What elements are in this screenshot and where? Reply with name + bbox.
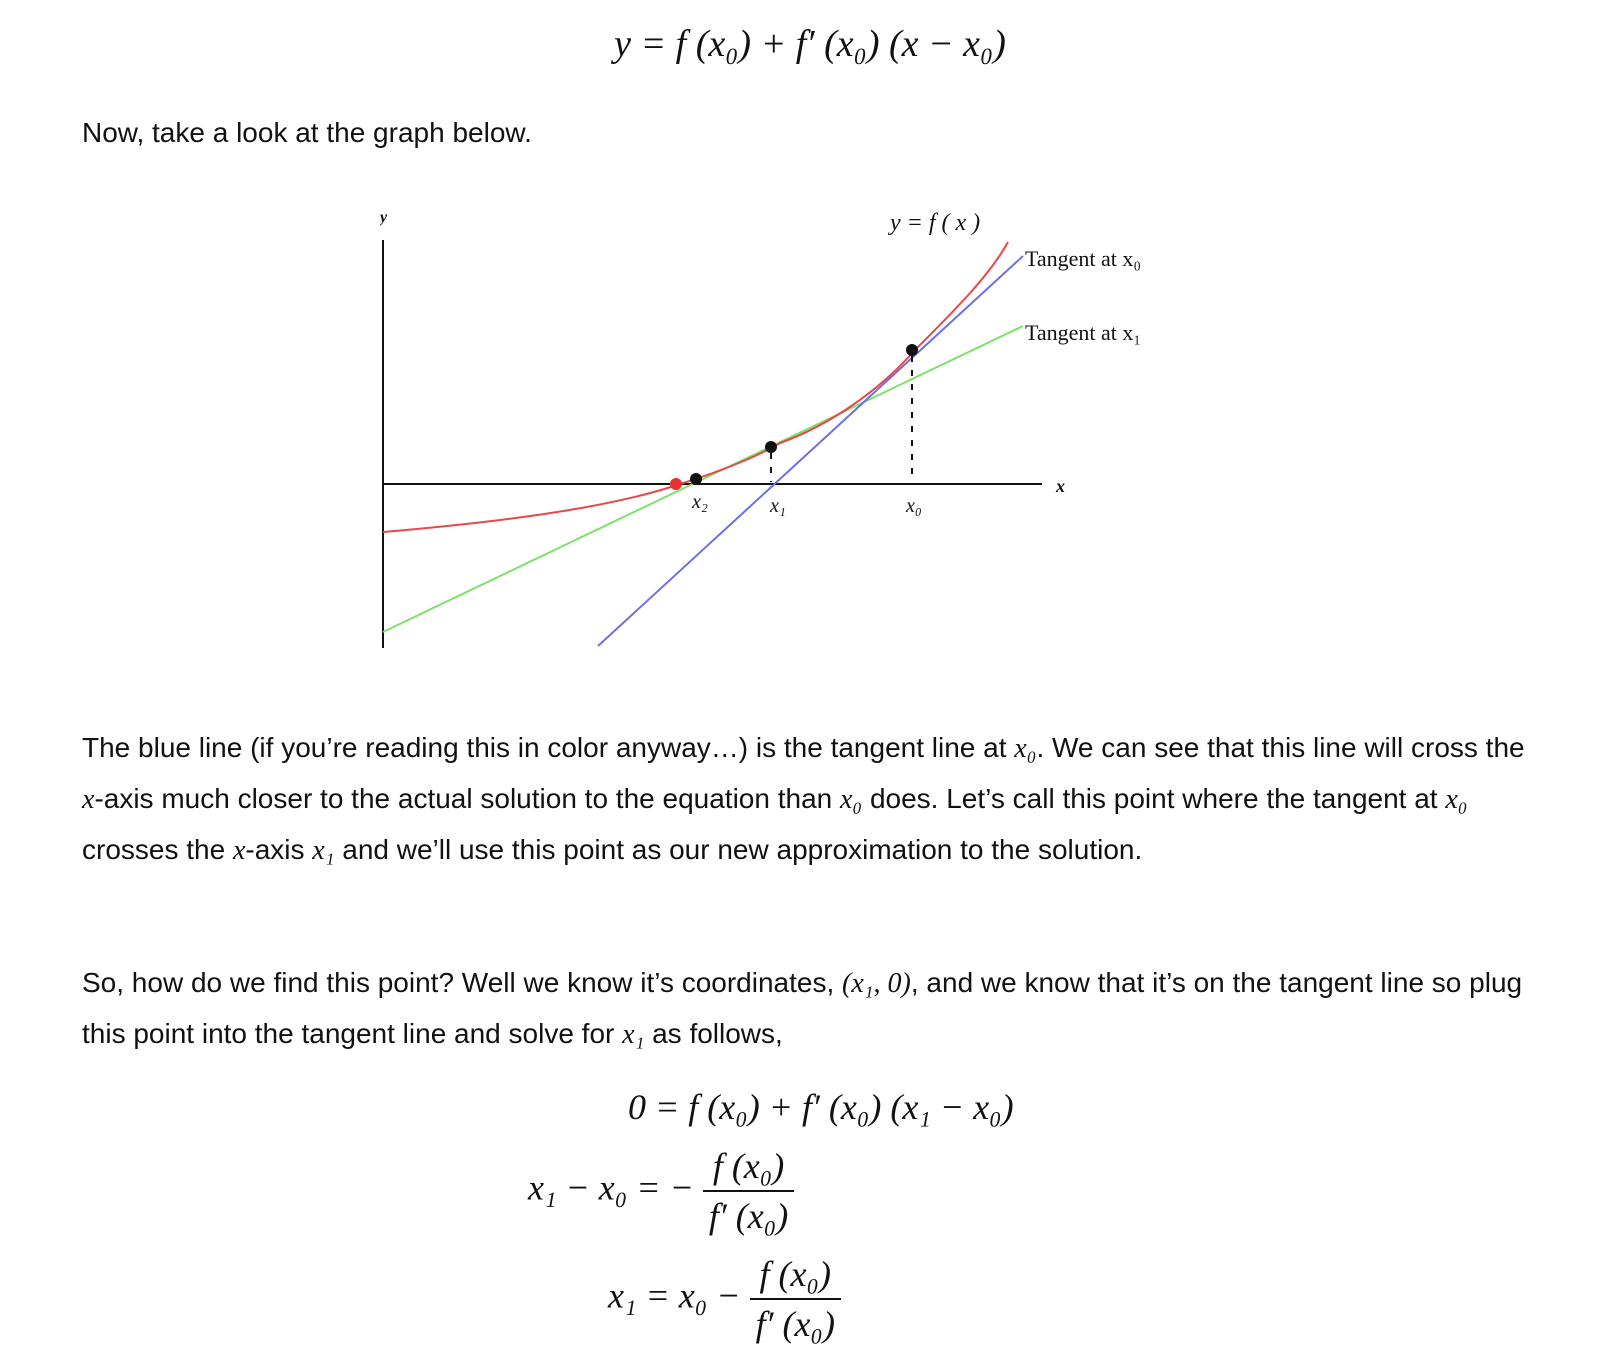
root-point	[670, 478, 682, 490]
explanation-paragraph	[82, 723, 1542, 876]
p3-text-a: So, how do we find this point? Well we know it’s coordinates,	[82, 967, 843, 998]
equation-step-3	[608, 1250, 841, 1348]
fraction-numerator: f (x₀)	[703, 1142, 794, 1192]
p3-text-c: , and we know that it’s on the tangent line so plug this point into the tangent line and solve for	[82, 967, 1523, 1049]
newtons-method-graph	[380, 200, 1190, 660]
symbol-x: x	[82, 784, 95, 815]
symbol-x0: x₀	[1445, 784, 1468, 815]
p2-text-g: and we’ll use this point as our new approximation to the solution.	[334, 834, 1143, 865]
symbol-x0: x₀	[1014, 733, 1037, 764]
tangent-line-equation: y = f (x₀) + f′ (x₀) (x − x₀)	[614, 23, 1006, 65]
tangent-at-x1-line	[383, 326, 1023, 632]
curve-label: y = f ( x )	[890, 210, 981, 236]
point-x2	[690, 473, 702, 485]
symbol-x0: x₀	[840, 784, 863, 815]
equation-step-1: 0 = f (x₀) + f′ (x₀) (x₁ − x₀)	[628, 1087, 1014, 1127]
p3-text-d: as follows,	[644, 1018, 783, 1049]
tick-label-x1: x₁	[770, 495, 786, 517]
tangent-at-x0-line	[598, 256, 1023, 646]
tick-label-x0: x₀	[906, 495, 922, 517]
fraction-denominator: f′ (x₀)	[708, 1196, 789, 1236]
coordinate-pair: (x₁, 0)	[842, 968, 911, 999]
equation-step-2-fraction	[703, 1142, 794, 1240]
p2-text-d: does. Let’s call this point where the tangent at	[862, 783, 1446, 814]
point-x0	[906, 344, 918, 356]
coordinates-paragraph	[82, 958, 1542, 1060]
equation-step-2	[528, 1142, 794, 1240]
symbol-x1: x₁	[622, 1019, 645, 1050]
p2-text-b: . We can see that this line will cross the	[1036, 732, 1525, 763]
p2-text-a: The blue line (if you’re reading this in color anyway…) is the tangent line at	[82, 732, 1015, 763]
intro-paragraph: Now, take a look at the graph below.	[82, 117, 532, 148]
equation-step-2-lhs: x₁ − x₀ = −	[528, 1167, 694, 1208]
tangent-x1-label: Tangent at x₁	[1025, 320, 1142, 345]
p2-text-c: -axis much closer to the actual solution to the equation than	[94, 783, 840, 814]
tick-label-x2: x₂	[692, 491, 708, 513]
tangent-x0-label: Tangent at x₀	[1025, 246, 1142, 271]
fraction-denominator: f′ (x₀)	[755, 1304, 835, 1344]
equation-step-3-fraction	[750, 1250, 841, 1348]
symbol-x1: x₁	[312, 835, 335, 866]
point-x1	[765, 441, 777, 453]
p2-text-f: -axis	[245, 834, 313, 865]
equation-step-3-lhs: x₁ = x₀ −	[608, 1275, 741, 1316]
function-curve	[383, 242, 1008, 532]
x-axis-label: x	[1056, 476, 1065, 496]
y-axis-label: y	[380, 209, 388, 226]
p2-text-e: crosses the	[82, 834, 233, 865]
symbol-x: x	[232, 835, 246, 866]
fraction-numerator: f (x₀)	[750, 1250, 841, 1300]
